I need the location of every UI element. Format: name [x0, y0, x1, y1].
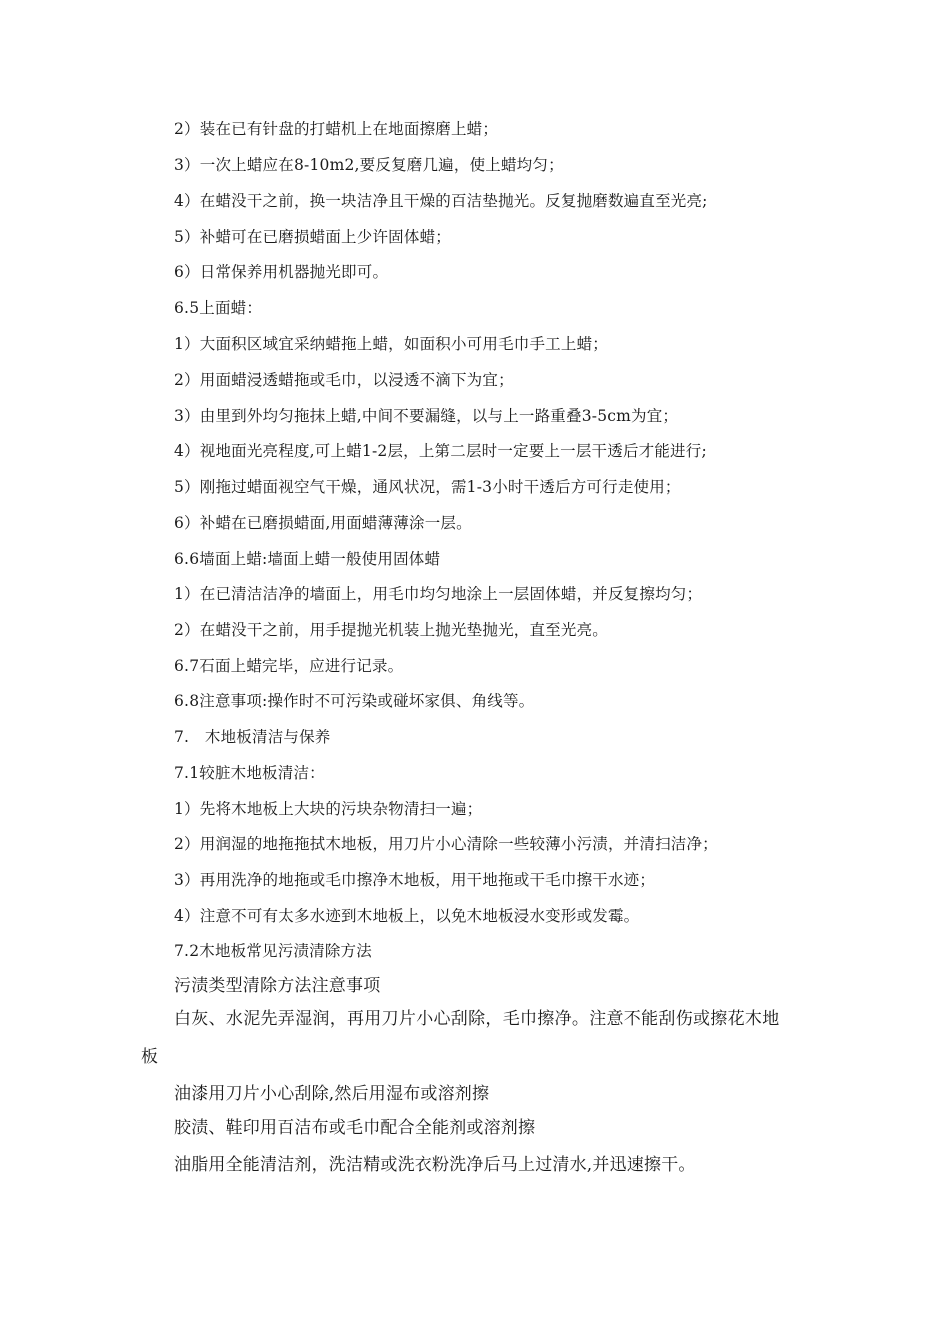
wrapped-paragraph — [141, 1007, 831, 1069]
paragraph-first-line: 白灰、水泥先弄湿润，再用刀片小心刮除，毛巾擦净。注意不能刮伤或擦花木地 — [174, 1009, 780, 1029]
text-line: 5）补蜡可在已磨损蜡面上少许固体蜡； — [174, 228, 451, 246]
text-line: 油漆用刀片小心刮除,然后用湿布或溶剂擦 — [174, 1084, 490, 1104]
text-line: 3）由里到外均匀拖抹上蜡,中间不要漏缝，以与上一路重叠3-5cm为宜； — [174, 407, 679, 425]
section-heading: 6.5上面蜡： — [174, 299, 263, 317]
section-heading: 6.7石面上蜡完毕，应进行记录。 — [174, 657, 404, 675]
text-line: 2）在蜡没干之前，用手提抛光机装上抛光垫抛光，直至光亮。 — [174, 621, 608, 639]
text-line: 胶渍、鞋印用百洁布或毛巾配合全能剂或溶剂擦 — [174, 1118, 536, 1138]
text-line: 6）日常保养用机器抛光即可。 — [174, 263, 389, 281]
text-line: 4）视地面光亮程度,可上蜡1-2层，上第二层时一定要上一层干透后才能进行; — [174, 442, 707, 460]
text-line: 2）用润湿的地拖拖拭木地板，用刀片小心清除一些较薄小污渍，并清扫洁净； — [174, 835, 718, 853]
text-line: 1）在已清洁洁净的墙面上，用毛巾均匀地涂上一层固体蜡，并反复擦均匀； — [174, 585, 703, 603]
text-line: 油脂用全能清洁剂，洗洁精或洗衣粉洗净后马上过清水,并迅速擦干。 — [174, 1155, 696, 1175]
text-line: 6）补蜡在已磨损蜡面,用面蜡薄薄涂一层。 — [174, 514, 472, 532]
text-line: 4）注意不可有太多水迹到木地板上，以免木地板浸水变形或发霉。 — [174, 907, 640, 925]
text-line: 1）先将木地板上大块的污块杂物清扫一遍； — [174, 800, 483, 818]
table-header-line: 污渍类型清除方法注意事项 — [174, 976, 381, 996]
text-line: 3）一次上蜡应在8-10m2,要反复磨几遍，使上蜡均匀； — [174, 156, 564, 174]
paragraph-continuation: 板 — [141, 1047, 159, 1067]
text-line: 1）大面积区域宜采纳蜡拖上蜡，如面积小可用毛巾手工上蜡； — [174, 335, 608, 353]
text-line: 3）再用洗净的地拖或毛巾擦净木地板，用干地拖或干毛巾擦干水迹； — [174, 871, 656, 889]
chapter-heading: 7. 木地板清洁与保养 — [174, 728, 331, 746]
text-line: 5）刚拖过蜡面视空气干燥，通风状况，需1-3小时干透后方可行走使用； — [174, 478, 681, 496]
section-heading: 6.6墙面上蜡:墙面上蜡一般使用固体蜡 — [174, 550, 441, 568]
section-heading: 7.2木地板常见污渍清除方法 — [174, 942, 372, 960]
text-line: 2）用面蜡浸透蜡拖或毛巾，以浸透不滴下为宜； — [174, 371, 514, 389]
text-line: 2）装在已有针盘的打蜡机上在地面擦磨上蜡； — [174, 120, 499, 138]
section-heading: 6.8注意事项:操作时不可污染或碰坏家俱、角线等。 — [174, 692, 535, 710]
section-heading: 7.1较脏木地板清洁： — [174, 764, 325, 782]
text-line: 4）在蜡没干之前，换一块洁净且干燥的百洁垫抛光。反复抛磨数遍直至光亮; — [174, 192, 708, 210]
